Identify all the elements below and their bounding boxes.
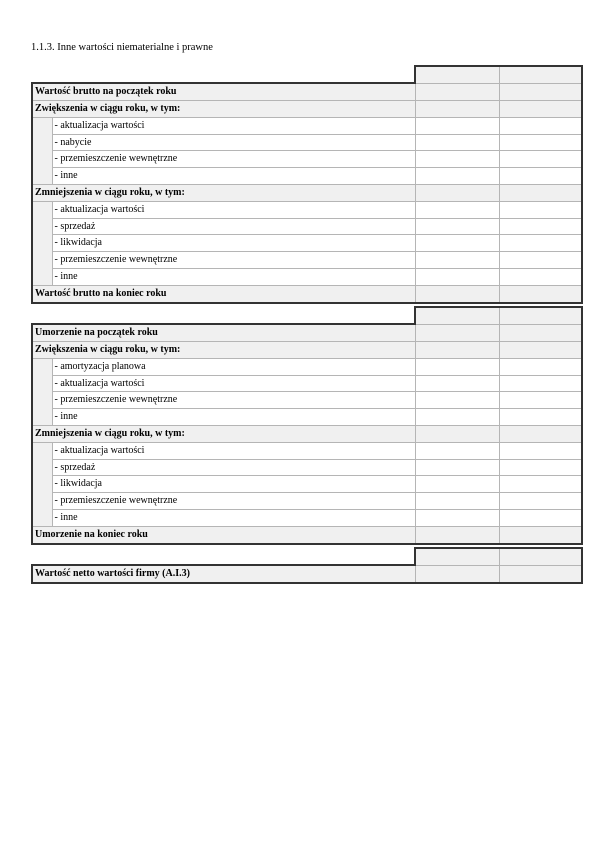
value-cell-2[interactable] [499,117,582,134]
value-cell-1[interactable] [415,409,499,426]
section-title: 1.1.3. Inne wartości niematerialne i prawne [31,42,213,53]
value-cell-1[interactable] [415,459,499,476]
gross-value-table [31,65,583,304]
row-label: - przemieszczenie wewnętrzne [52,151,415,168]
value-cell-1[interactable] [415,392,499,409]
value-cell-2[interactable] [499,324,582,341]
column-header-1 [415,307,499,324]
indent-cell [32,168,52,185]
row-label: - inne [52,269,415,286]
value-cell-2[interactable] [499,459,582,476]
table-row [32,375,582,392]
value-cell-1[interactable] [415,201,499,218]
table-header-row [32,307,582,324]
header-blank-cell [32,66,415,83]
row-label: - inne [52,168,415,185]
value-cell-1[interactable] [415,285,499,302]
table-header-row [32,66,582,83]
column-header-2 [499,548,582,565]
row-label: Zwiększenia w ciągu roku, w tym: [32,342,415,359]
indent-cell [32,235,52,252]
value-cell-1[interactable] [415,476,499,493]
indent-cell [32,476,52,493]
indent-cell [32,375,52,392]
row-label: - sprzedaż [52,459,415,476]
table-row [32,565,582,583]
indent-cell [32,510,52,527]
row-label: - aktualizacja wartości [52,201,415,218]
row-label: Zmniejszenia w ciągu roku, w tym: [32,426,415,443]
value-cell-2[interactable] [499,476,582,493]
row-label: Umorzenie na początek roku [32,324,415,341]
value-cell-2[interactable] [499,252,582,269]
row-label: - likwidacja [52,476,415,493]
indent-cell [32,151,52,168]
row-label: Umorzenie na koniec roku [32,526,415,543]
table-row [32,201,582,218]
value-cell-1[interactable] [415,426,499,443]
table-row [32,493,582,510]
row-label: - nabycie [52,134,415,151]
table-row [32,426,582,443]
value-cell-2[interactable] [499,83,582,100]
value-cell-1[interactable] [415,324,499,341]
value-cell-1[interactable] [415,375,499,392]
net-value-table [31,547,583,584]
table-row [32,526,582,543]
table-row [32,218,582,235]
value-cell-2[interactable] [499,101,582,118]
value-cell-2[interactable] [499,565,582,583]
table-row [32,510,582,527]
row-label: - aktualizacja wartości [52,117,415,134]
value-cell-2[interactable] [499,409,582,426]
row-label: Wartość brutto na koniec roku [32,285,415,302]
column-header-2 [499,307,582,324]
value-cell-1[interactable] [415,510,499,527]
value-cell-2[interactable] [499,526,582,543]
indent-cell [32,392,52,409]
row-label: - przemieszczenie wewnętrzne [52,493,415,510]
value-cell-1[interactable] [415,526,499,543]
value-cell-2[interactable] [499,235,582,252]
value-cell-2[interactable] [499,269,582,286]
indent-cell [32,459,52,476]
value-cell-1[interactable] [415,168,499,185]
table-row [32,358,582,375]
value-cell-1[interactable] [415,358,499,375]
value-cell-1[interactable] [415,252,499,269]
indent-cell [32,269,52,286]
column-header-1 [415,548,499,565]
value-cell-2[interactable] [499,134,582,151]
row-label: - likwidacja [52,235,415,252]
column-header-2 [499,66,582,83]
row-label: - aktualizacja wartości [52,442,415,459]
value-cell-2[interactable] [499,510,582,527]
row-label: - inne [52,510,415,527]
table-row [32,134,582,151]
header-blank-cell [32,307,415,324]
table-row [32,342,582,359]
value-cell-2[interactable] [499,493,582,510]
indent-cell [32,409,52,426]
table-row [32,459,582,476]
value-cell-2[interactable] [499,218,582,235]
value-cell-1[interactable] [415,117,499,134]
table-row [32,324,582,341]
value-cell-2[interactable] [499,442,582,459]
value-cell-1[interactable] [415,83,499,100]
value-cell-2[interactable] [499,285,582,302]
indent-cell [32,134,52,151]
value-cell-1[interactable] [415,442,499,459]
table-row [32,252,582,269]
indent-cell [32,117,52,134]
value-cell-2[interactable] [499,358,582,375]
row-label: - amortyzacja planowa [52,358,415,375]
value-cell-2[interactable] [499,392,582,409]
table-row [32,285,582,302]
indent-cell [32,218,52,235]
table-row [32,476,582,493]
header-blank-cell [32,548,415,565]
value-cell-2[interactable] [499,426,582,443]
table-row [32,185,582,202]
table-row [32,235,582,252]
value-cell-2[interactable] [499,201,582,218]
row-label: Zwiększenia w ciągu roku, w tym: [32,101,415,118]
value-cell-1[interactable] [415,151,499,168]
value-cell-1[interactable] [415,218,499,235]
value-cell-2[interactable] [499,151,582,168]
row-label: - inne [52,409,415,426]
indent-cell [32,358,52,375]
table-row [32,392,582,409]
value-cell-1[interactable] [415,134,499,151]
value-cell-1[interactable] [415,493,499,510]
row-label: - przemieszczenie wewnętrzne [52,392,415,409]
indent-cell [32,201,52,218]
value-cell-1[interactable] [415,185,499,202]
table-row [32,101,582,118]
row-label: Wartość netto wartości firmy (A.I.3) [32,565,415,583]
value-cell-1[interactable] [415,101,499,118]
value-cell-2[interactable] [499,375,582,392]
indent-cell [32,442,52,459]
table-row [32,168,582,185]
value-cell-1[interactable] [415,565,499,583]
table-row [32,117,582,134]
table-row [32,151,582,168]
table-row [32,83,582,100]
indent-cell [32,252,52,269]
value-cell-1[interactable] [415,342,499,359]
table-row [32,409,582,426]
value-cell-2[interactable] [499,185,582,202]
indent-cell [32,493,52,510]
table-row [32,269,582,286]
column-header-1 [415,66,499,83]
row-label: - aktualizacja wartości [52,375,415,392]
value-cell-2[interactable] [499,168,582,185]
value-cell-2[interactable] [499,342,582,359]
table-header-row [32,548,582,565]
row-label: Wartość brutto na początek roku [32,83,415,100]
table-row [32,442,582,459]
value-cell-1[interactable] [415,269,499,286]
row-label: Zmniejszenia w ciągu roku, w tym: [32,185,415,202]
depreciation-table [31,306,583,545]
value-cell-1[interactable] [415,235,499,252]
row-label: - przemieszczenie wewnętrzne [52,252,415,269]
row-label: - sprzedaż [52,218,415,235]
